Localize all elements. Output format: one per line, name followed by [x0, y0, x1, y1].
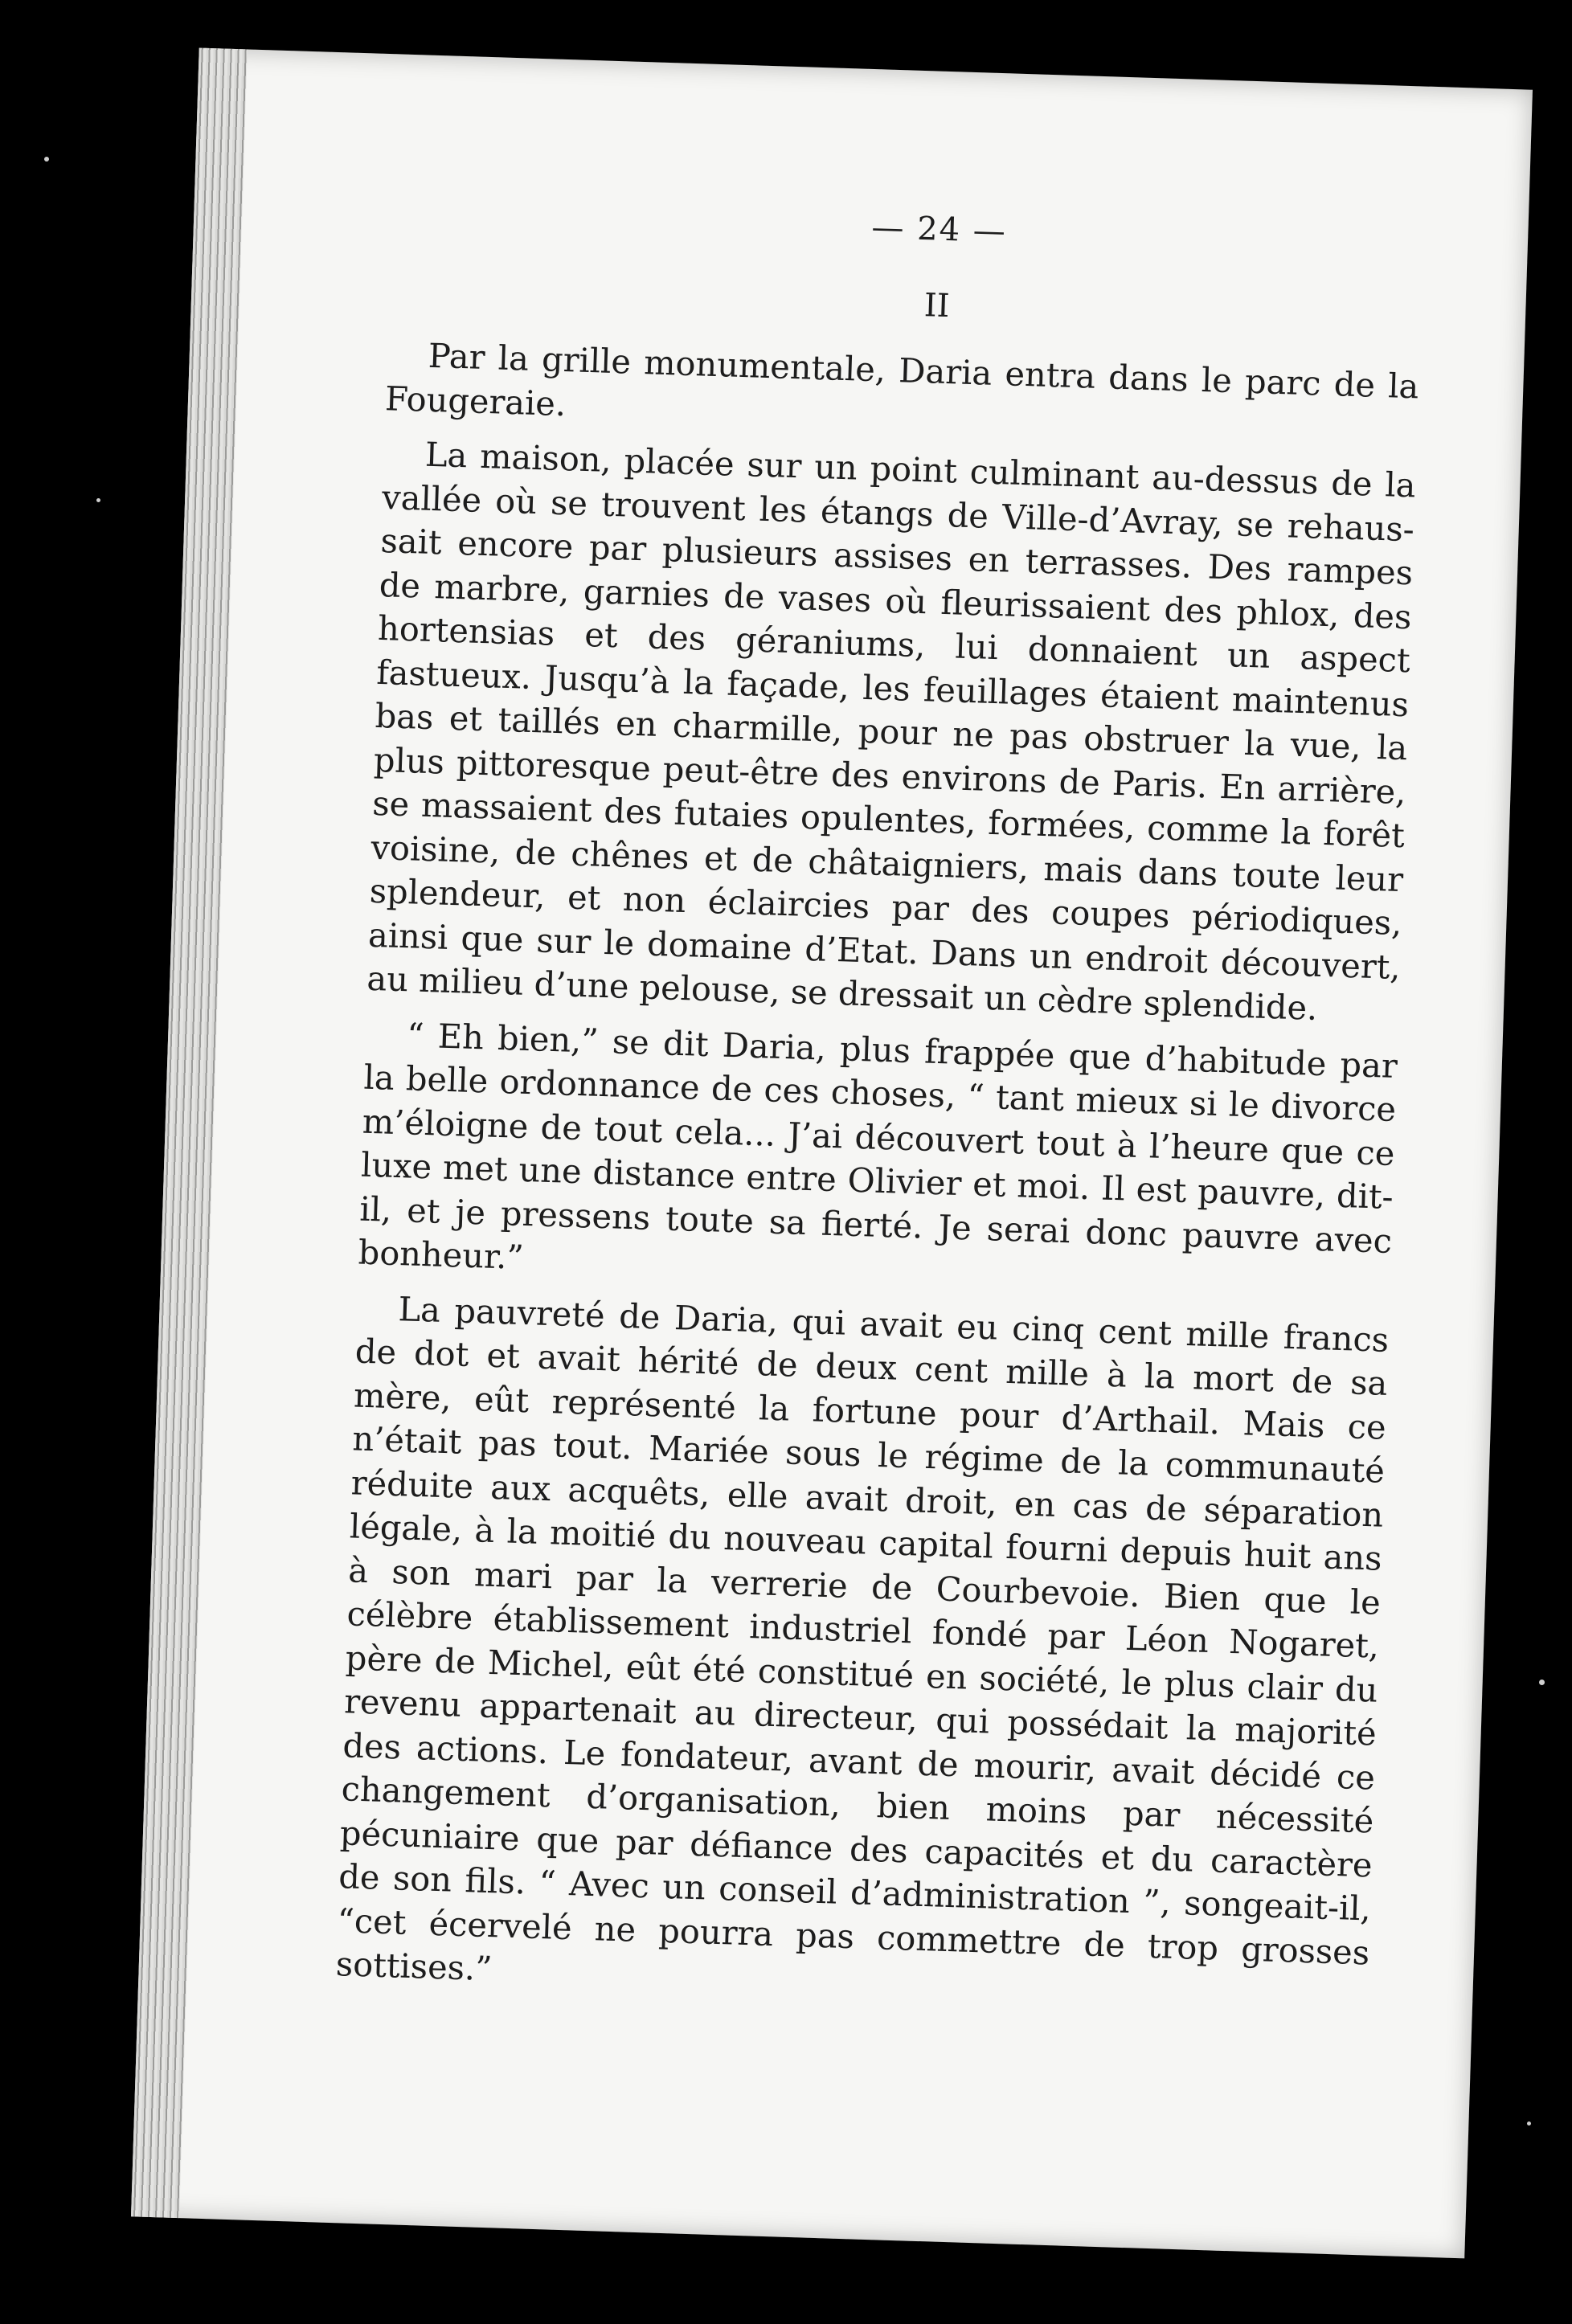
paragraph-4: La pauvreté de Daria, qui avait eu cinq cent mille francs de dot et avait hérité de deux cent mille à la mort de sa mère, eût représenté la fortune pour d’Arthail. Mais ce n’était pas tout. Mariée sous le régime de la communauté réduite aux acquêts, elle avait droit, en cas de séparation légale, à la moitié du nouveau capital fourni depuis huit ans à son mari par la verrerie de Courbevoie. Bien que le célèbre établissement industriel fondé par Léon Nogaret, père de Michel, eût été constitué en société, le plus clair du revenu appartenait au directeur, qui possédait la majorité des actions. Le fondateur, avant de mourir, avait décidé ce changement d’organisation, bien moins par nécessité pécuniaire que par défiance des capacités et du caractère de son fils. “ Avec un conseil d’administration ”, songeait-il, “cet écervelé ne pourra pas commettre de trop grosses sottises.” — [335, 1288, 1390, 1989]
book-page — [131, 48, 1533, 2259]
paragraph-1: Par la grille monumentale, Daria entra dans le parc de la Fougeraie. — [384, 335, 1420, 423]
paragraph-2: La maison, placée sur un point culminant au-dessus de la vallée où se trouvent les étangs de Ville-d’Avray, se rehaussait encore par plusieurs assises en terrasses. Des rampes de marbre, garnies de vases où fleurissaient des phlox, des hortensias et des géraniums, lui donnaient un aspect fastueux. Jusqu’à la façade, les feuillages étaient maintenus bas et taillés en charmille, pour ne pas obstruer la vue, la plus pittoresque peut-être des environs de Paris. En arrière, se massaient des futaies opulentes, formées, comme la forêt voisine, de chênes et de châtaigniers, mais dans toute leur splendeur, et non éclaircies par des coupes périodiques, ainsi que sur le domaine d’Etat. Dans un endroit découvert, au milieu d’une pelouse, se dressait un cèdre splendide. — [366, 434, 1417, 1028]
page-number: — 24 — — [870, 208, 1008, 251]
page-edges — [131, 48, 248, 2219]
chapter-heading: II — [923, 286, 951, 325]
page-text — [335, 190, 1424, 2030]
paragraph-3: “ Eh bien,” se dit Daria, plus frappée que d’habitude par la belle ordonnance de ces choses, “ tant mieux si le divorce m’éloigne de tout cela... J’ai découvert tout à l’heure que ce luxe met une distance entre Olivier et moi. Il est pauvre, dit-il, et je pressens toute sa fierté. Je serai donc pauvre avec bonheur.” — [358, 1014, 1398, 1278]
